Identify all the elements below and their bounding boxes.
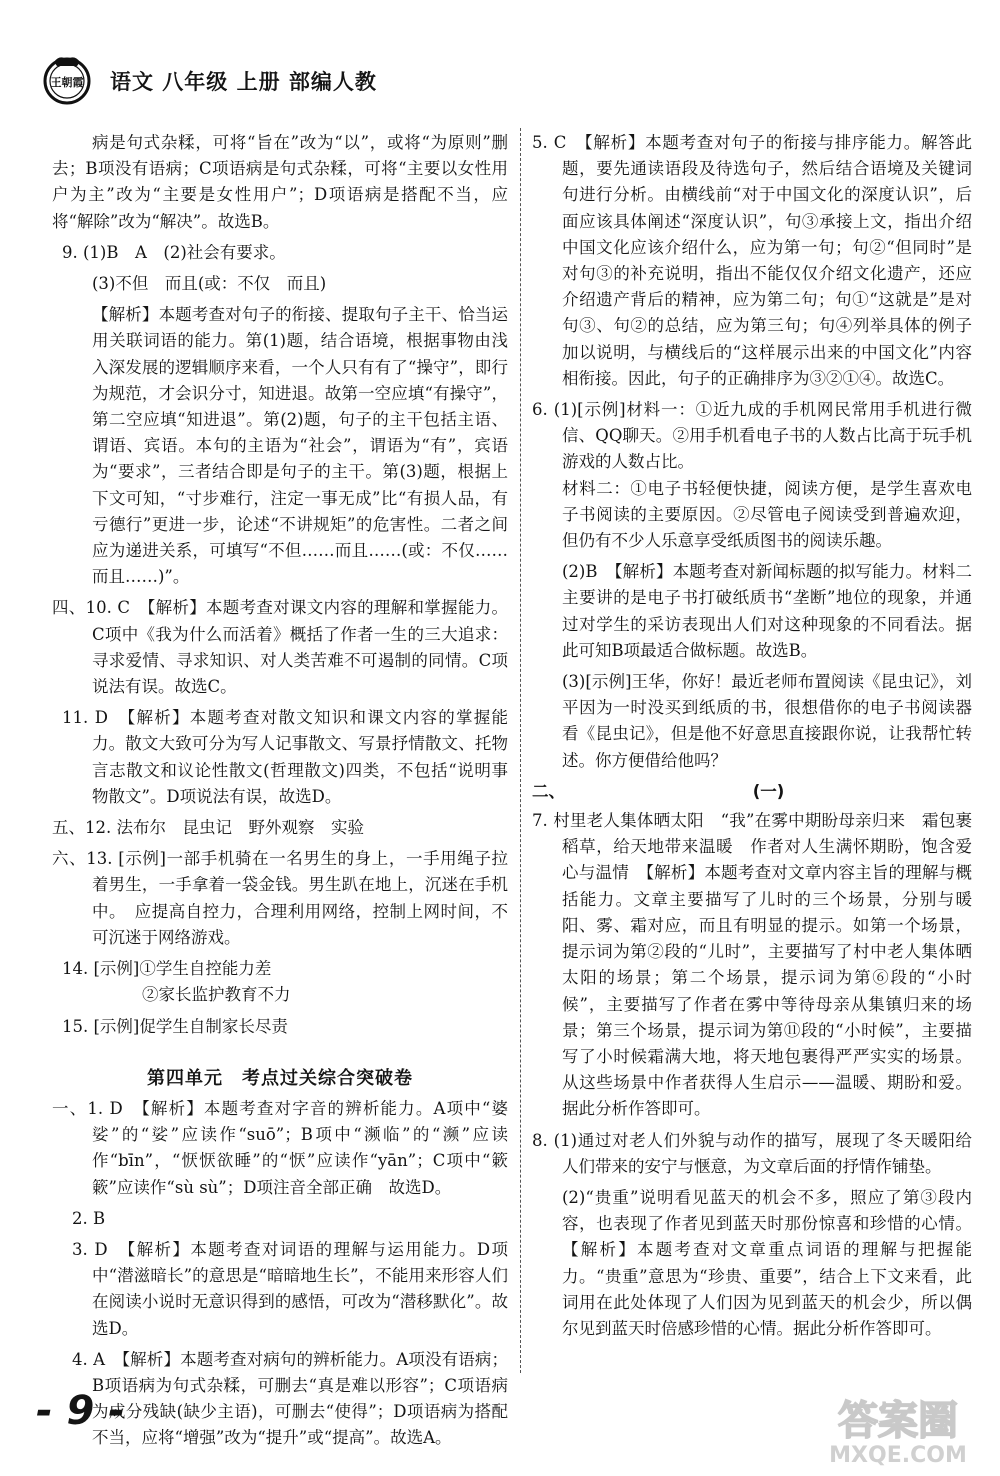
answer-5: 5. C 【解析】本题考查对句子的衔接与排序能力。解答此题，要先通读语段及待选句子，然后结合语境及关键词句进行分析。由横线前“对于中国文化的深度认识”，后面应该具体阐述“深度认识”，句③承接上文，指出介绍中国文化应该介绍什么，应为第一句；句②“但同时”是对句③的补充说明，指出不能仅仅介绍文化遗产，还应介绍遗产背后的精神，应为第二句；句①“这就是”是对句③、句②的总结，应为第三句；句④列举具体的例子加以说明，与横线后的“这样展示出来的中国文化”内容相衔接。因此，句子的正确排序为③②①④。故选C。 bbox=[532, 133, 972, 388]
answer-3: 3. D 【解析】本题考查对词语的理解与运用能力。D项中“潜滋暗长”的意思是“暗暗地生长”，不能用来形容人们在阅读小说时无意识得到的感悟，可改为“潜移默化”。故选D。 bbox=[72, 1239, 508, 1338]
page-header bbox=[40, 52, 540, 112]
publisher-logo bbox=[40, 52, 94, 106]
unit-title: 第四单元 考点过关综合突破卷 bbox=[147, 1067, 413, 1089]
book-title: 语文 八年级 上册 部编人教 bbox=[110, 70, 377, 94]
answer-1: 一、1. D 【解析】本题考查对字音的辨析能力。A项中“婆娑”的“娑”应读作“suō”；B项中“濒临”的“濒”应读作“bīn”，“恹恹欲睡”的“恹”应读作“yān”；C项中“簌簌”应读作“sù sù”；D项注音全部正确 故选D。 bbox=[52, 1098, 508, 1197]
answer-8-1: 8. (1)通过对老人们外貌与动作的描写，展现了冬天暖阳给人们带来的安宁与惬意，为文章后面的抒情作铺垫。 bbox=[532, 1130, 972, 1176]
answer-15: 15. [示例]促学生自制家长尽责 bbox=[62, 1016, 288, 1036]
column-divider bbox=[520, 128, 521, 1373]
section-2-heading bbox=[532, 779, 972, 805]
answer-9-line2: (3)不但 而且(或：不仅 而且) bbox=[92, 274, 327, 294]
answer-2: 2. B bbox=[72, 1208, 106, 1228]
section-2-number: 二、 bbox=[532, 781, 565, 801]
answer-10: 四、10. C 【解析】本题考查对课文内容的理解和掌握能力。C项中《我为什么而活着》概括了作者一生的三大追求：寻求爱情、寻求知识、对人类苦难不可遏制的同情。C项说法有误。故选C。 bbox=[52, 598, 508, 697]
watermark-logo bbox=[812, 1390, 984, 1470]
section-2-part: (一) bbox=[752, 781, 785, 801]
answer-9-line1: 9. (1)B A (2)社会有要求。 bbox=[62, 242, 286, 262]
logo-text: 王朝霞 bbox=[50, 76, 84, 89]
answer-6-3: (3)[示例]王华，你好！最近老师布置阅读《昆虫记》，刘平因为一时没买到纸质的书，很想借你的电子书阅读器看《昆虫记》，但是他不好意思直接跟你说，让我帮忙转述。你方便借给他吗？ bbox=[562, 672, 972, 770]
answer-6-1a: 6. (1)[示例]材料一：①近九成的手机网民常用手机进行微信、QQ聊天。②用手机看电子书的人数占比高于玩手机游戏的人数占比。 bbox=[532, 400, 972, 472]
answer-14-line2: ②家长监护教育不力 bbox=[142, 985, 291, 1005]
page-number: - 9 - bbox=[36, 1388, 125, 1434]
answer-6-1b: 材料二：①电子书轻便快捷，阅读方便，是学生喜欢电子书阅读的主要原因。②尽管电子阅读受到普遍欢迎，但仍有不少人乐意享受纸质图书的阅读乐趣。 bbox=[562, 478, 972, 551]
answer-8-continued: 病是句式杂糅，可将“旨在”改为“以”，或将“为原则”删去；B项没有语病；C项语病是句式杂糅，可将“主要以女性用户为主”改为“主要是女性用户”；D项语病是搭配不当，应将“解除”改为“解决”。故选B。 bbox=[52, 133, 508, 231]
watermark-url: MXQE.COM bbox=[829, 1443, 967, 1468]
answer-11: 11. D 【解析】本题考查对散文知识和课文内容的掌握能力。散文大致可分为写人记事散文、写景抒情散文、托物言志散文和议论性散文(哲理散文)四类，不包括“说明事物散文”。D项说法有误，故选D。 bbox=[62, 708, 508, 806]
left-column bbox=[52, 130, 508, 1457]
watermark-text: 答案圈 bbox=[838, 1398, 958, 1444]
answer-8-2: (2)“贵重”说明看见蓝天的机会不多，照应了第③段内容，也表现了作者见到蓝天时那份惊喜和珍惜的心情。【解析】本题考查对文章重点词语的理解与把握能力。“贵重”意思为“珍贵、重要”，结合上下文来看，此词用在此处体现了人们因为见到蓝天的机会少，所以偶尔见到蓝天时倍感珍惜的心情。据此分析作答即可。 bbox=[562, 1187, 972, 1338]
answer-13: 六、13. [示例]一部手机骑在一名男生的身上，一手用绳子拉着男生，一手拿着一袋金钱。男生趴在地上，沉迷在手机中。 应提高自控力，合理利用网络，控制上网时间，不可沉迷于网络游戏。 bbox=[52, 849, 508, 947]
answer-4: 4. A 【解析】本题考查对病句的辨析能力。A项没有语病；B项语病为句式杂糅，可删去“真是难以形容”；C项语病为成分残缺(缺少主语)，可删去“使得”；D项语病为搭配不当，应将“增强”改为“提升”或“提高”。故选A。 bbox=[72, 1349, 508, 1448]
answer-14-line1: 14. [示例]①学生自控能力差 bbox=[62, 959, 272, 979]
answer-7: 7. 村里老人集体晒太阳 “我”在雾中期盼母亲归来 霜包裹稻草，给天地带来温暖 作者对人生满怀期盼，饱含爱心与温情 【解析】本题考查对文章内容主旨的理解与概括能力。文章主要描写了儿时的三个场景，分别与暖阳、雾、霜对应，而且有明显的提示。如第一个场景，提示词为第②段的“儿时”，主要描写了村中老人集体晒太阳的场景；第二个场景，提示词为第⑥段的“小时候”，主要描写了作者在雾中等待母亲从集镇归来的场景；第三个场景，提示词为第⑪段的“小时候”，主要描写了小时候霜满大地，将天地包裹得严严实实的场景。从这些场景中作者获得人生启示——温暖、期盼和爱。据此分析作答即可。 bbox=[532, 811, 972, 1119]
answer-9-analysis: 【解析】本题考查对句子的衔接、提取句子主干、恰当运用关联词语的能力。第(1)题，结合语境，根据事物由浅入深发展的逻辑顺序来看，一个人只有有了“操守”，即行为规范，才会识分寸，知进退。故第一空应填“有操守”，第二空应填“知进退”。第(2)题，句子的主干包括主语、谓语、宾语。本句的主语为“社会”，谓语为“有”，宾语为“要求”，三者结合即是句子的主干。第(3)题，根据上下文可知，“寸步难行，注定一事无成”比“有损人品，有亏德行”更进一步，论述“不讲规矩”的危害性。二者之间应为递进关系，可填写“不但……而且……(或：不仅……而且……)”。 bbox=[92, 305, 508, 587]
answer-12: 五、12. 法布尔 昆虫记 野外观察 实验 bbox=[52, 818, 364, 838]
answer-6-2: (2)B 【解析】本题考查对新闻标题的拟写能力。材料二主要讲的是电子书打破纸质书“垄断”地位的现象，并通过对学生的采访表现出人们对这种现象的不同看法。据此可知B项最适合做标题。故选B。 bbox=[562, 562, 972, 660]
right-column bbox=[532, 130, 972, 1347]
